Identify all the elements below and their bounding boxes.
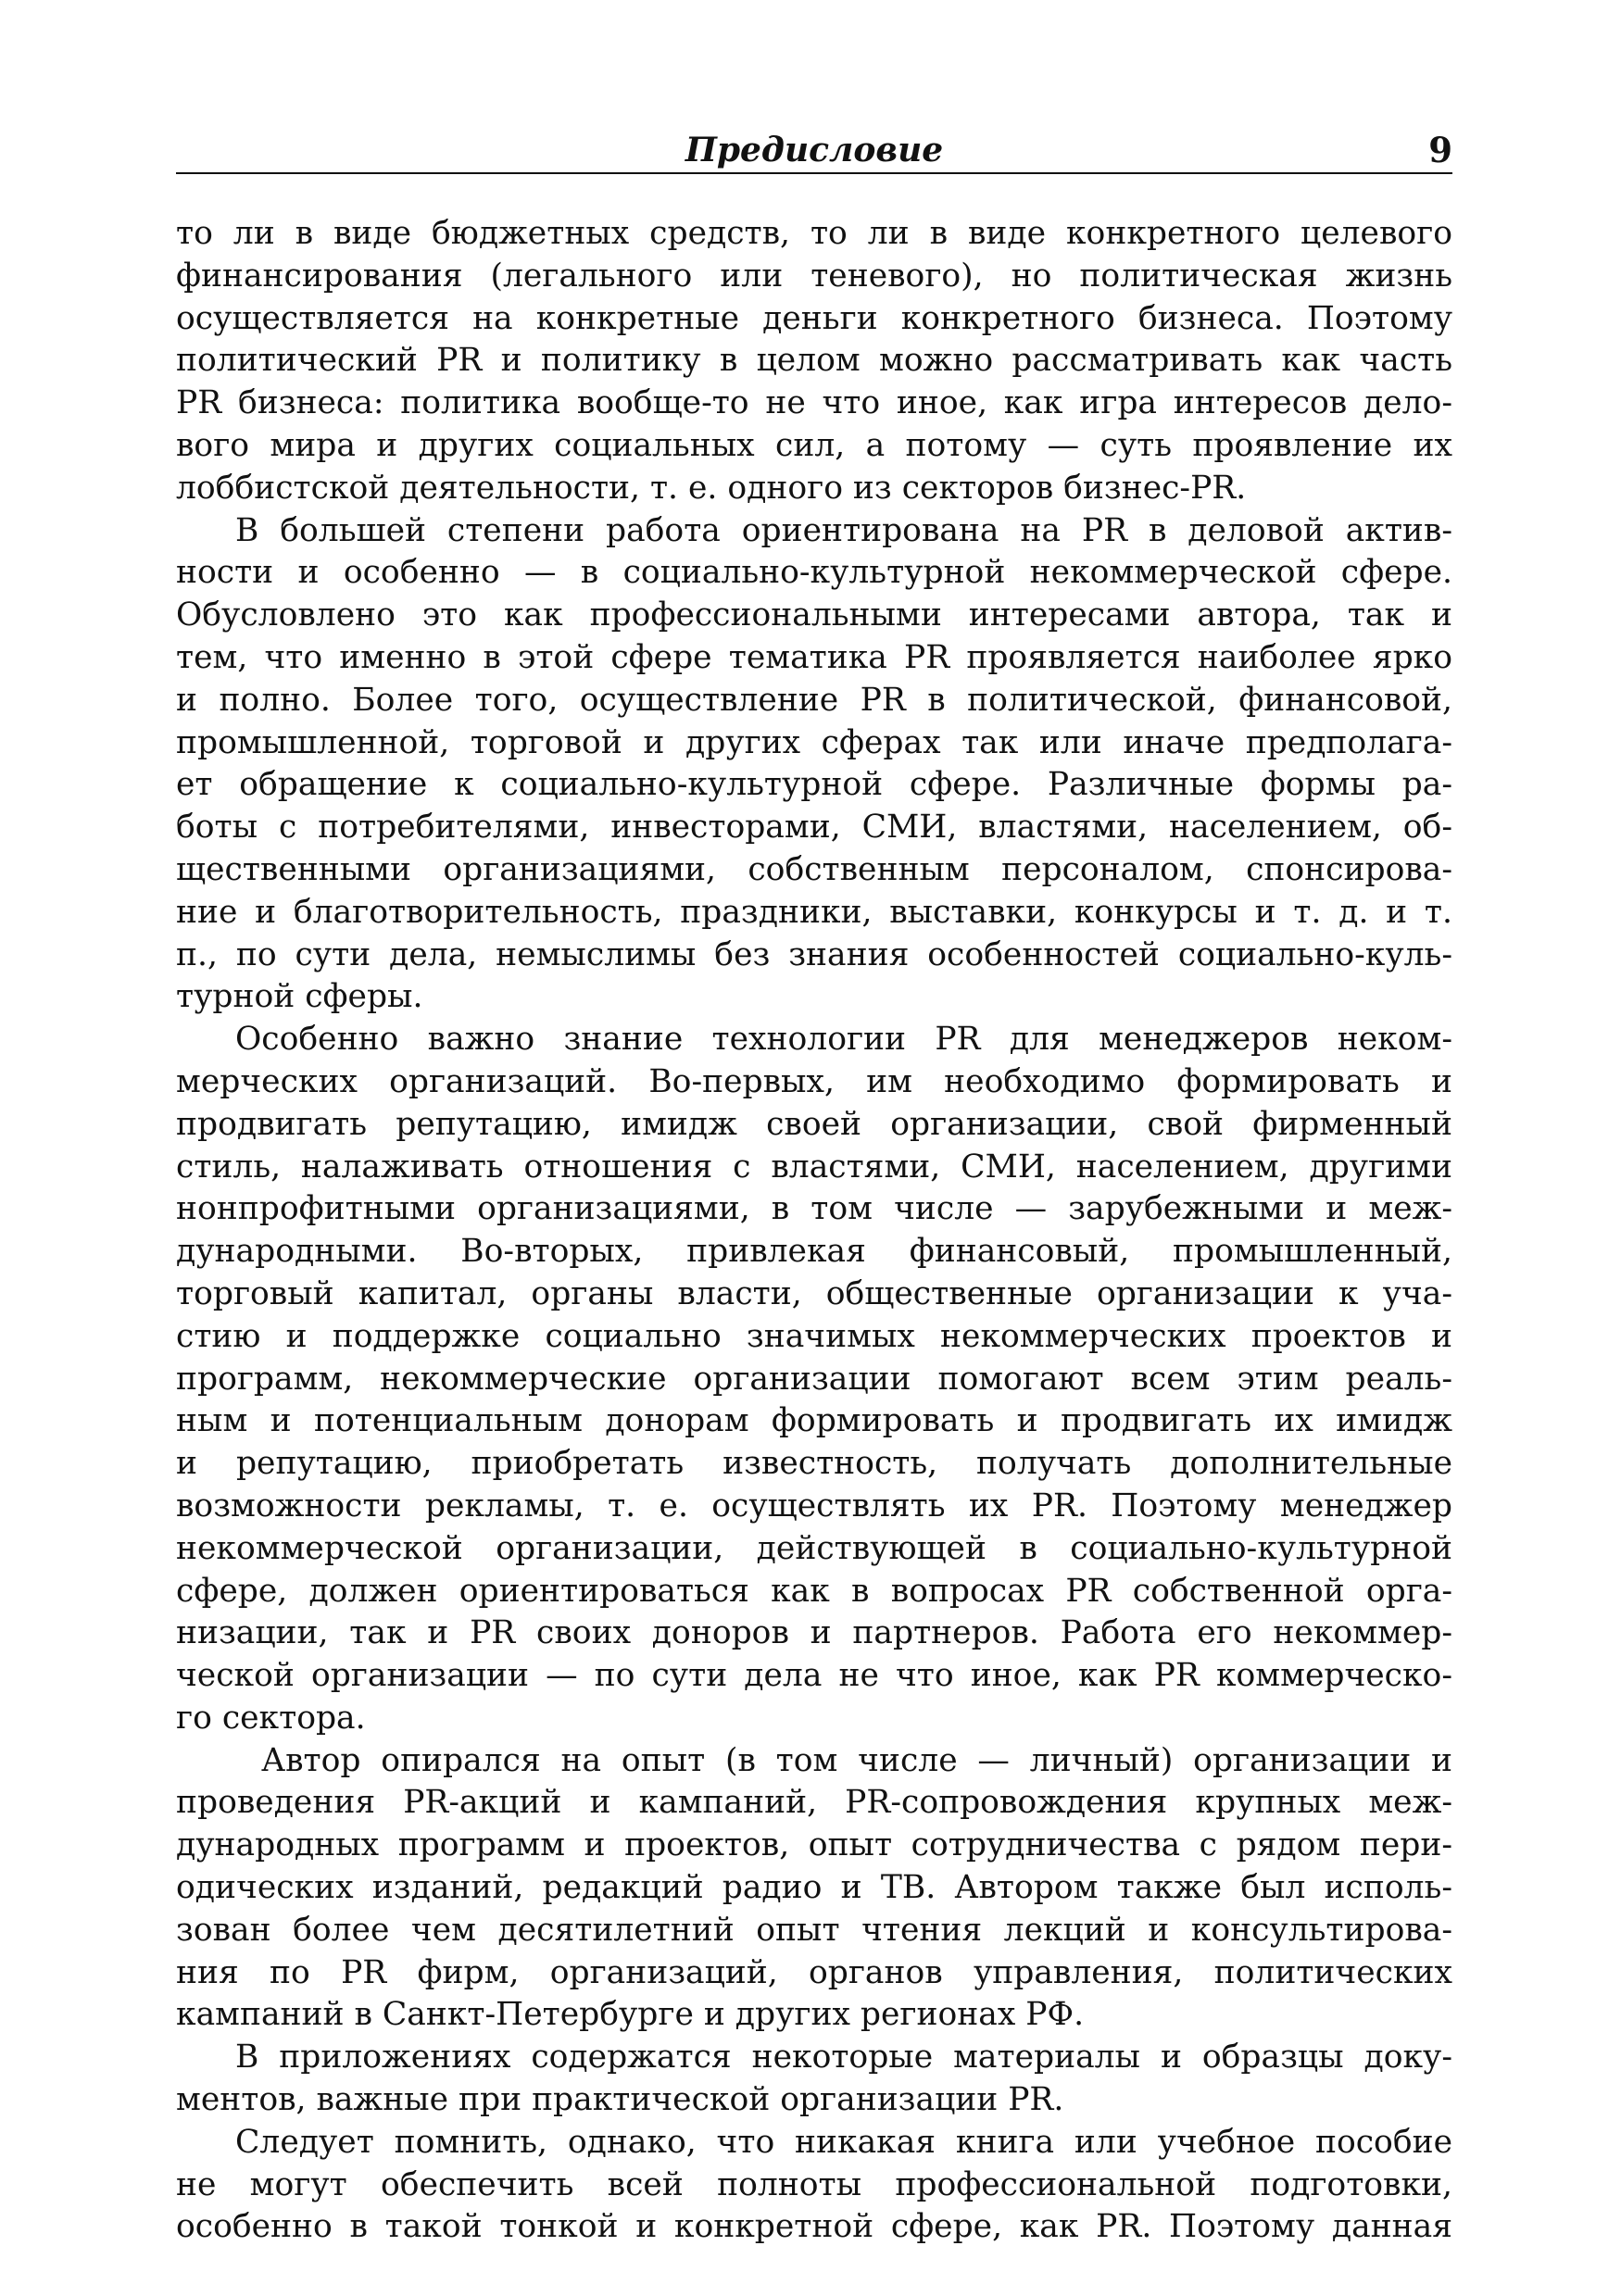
text-line: Особенно важно знание технологии PR для менеджеров неком-: [235, 1021, 1452, 1059]
text-line: дународными. Во-вторых, привлекая финансовый, промышленный,: [176, 1233, 1452, 1271]
text-line: возможности рекламы, т. е. осуществлять их PR. Поэтому менеджер: [176, 1487, 1452, 1524]
header-title: Предисловие: [685, 131, 944, 169]
running-header: [176, 130, 1452, 170]
text-line: ния по PR фирм, организаций, органов управления, политических: [176, 1953, 1452, 1991]
text-line: ческой организации — по сути дела не что иное, как PR коммерческо-: [176, 1657, 1452, 1695]
text-line: ние и благотворительность, праздники, выставки, конкурсы и т. д. и т.: [176, 893, 1452, 931]
text-line: некоммерческой организации, действующей в социально-культурной: [176, 1529, 1452, 1567]
text-line: турной сферы.: [176, 978, 423, 1016]
text-line: низации, так и PR своих доноров и партнеров. Работа его некоммер-: [176, 1614, 1452, 1652]
text-line: Автор опирался на опыт (в том числе — личный) организации и: [261, 1741, 1452, 1779]
text-line: особенно в такой тонкой и конкретной сфере, как PR. Поэтому данная: [176, 2208, 1452, 2246]
text-line: проведения PR-акций и кампаний, PR-сопровождения крупных меж-: [176, 1784, 1452, 1822]
text-line: В приложениях содержатся некоторые материалы и образцы доку-: [235, 2039, 1452, 2076]
text-line: и репутацию, приобретать известность, получать дополнительные: [176, 1445, 1452, 1483]
header-rule: [176, 172, 1452, 174]
text-line: нонпрофитными организациями, в том числе — зарубежными и меж-: [176, 1190, 1452, 1228]
text-line: дународных программ и проектов, опыт сотрудничества с рядом пери-: [176, 1826, 1452, 1864]
text-line: щественными организациями, собственным персоналом, спонсирова-: [176, 850, 1452, 888]
text-line: и полно. Более того, осуществление PR в политической, финансовой,: [176, 681, 1452, 719]
text-line: промышленной, торговой и других сферах так или иначе предполага-: [176, 723, 1452, 761]
text-line: вого мира и других социальных сил, а потому — суть проявление их: [176, 426, 1452, 464]
text-line: финансирования (легального или теневого), но политическая жизнь: [176, 257, 1452, 295]
text-line: п., по сути дела, немыслимы без знания особенностей социально-куль-: [176, 935, 1452, 973]
text-line: ным и потенциальным донорам формировать и продвигать их имидж: [176, 1402, 1452, 1440]
text-line: стию и поддержке социально значимых некоммерческих проектов и: [176, 1317, 1452, 1355]
text-line: зован более чем десятилетний опыт чтения лекций и консультирова-: [176, 1911, 1452, 1949]
text-line: продвигать репутацию, имидж своей организации, свой фирменный: [176, 1105, 1452, 1143]
text-line: ет обращение к социально-культурной сфере. Различные формы ра-: [176, 766, 1452, 804]
text-line: осуществляется на конкретные деньги конкретного бизнеса. Поэтому: [176, 299, 1452, 337]
text-line: торговый капитал, органы власти, общественные организации к уча-: [176, 1274, 1452, 1312]
text-line: мерческих организаций. Во-первых, им необходимо формировать и: [176, 1062, 1452, 1100]
text-line: одических изданий, редакций радио и ТВ. Автором также был исполь-: [176, 1869, 1452, 1907]
page-number: 9: [1428, 130, 1452, 170]
text-line: то ли в виде бюджетных средств, то ли в виде конкретного целевого: [176, 215, 1452, 252]
text-line: боты с потребителями, инвесторами, СМИ, властями, населением, об-: [176, 809, 1452, 847]
text-line: PR бизнеса: политика вообще-то не что иное, как игра интересов дело-: [176, 384, 1452, 422]
text-line: программ, некоммерческие организации помогают всем этим реаль-: [176, 1360, 1452, 1398]
text-line: сфере, должен ориентироваться как в вопросах PR собственной орга-: [176, 1572, 1452, 1610]
text-line: Обусловлено это как профессиональными интересами автора, так и: [176, 596, 1452, 634]
text-line: го сектора.: [176, 1699, 366, 1737]
text-line: ментов, важные при практической организации PR.: [176, 2081, 1064, 2119]
text-line: стиль, налаживать отношения с властями, СМИ, населением, другими: [176, 1148, 1452, 1186]
text-line: В большей степени работа ориентирована на PR в деловой актив-: [235, 511, 1452, 549]
text-line: Следует помнить, однако, что никакая книга или учебное пособие: [235, 2123, 1452, 2161]
text-line: кампаний в Санкт-Петербурге и других регионах РФ.: [176, 1996, 1085, 2034]
text-line: лоббистской деятельности, т. е. одного из секторов бизнес-PR.: [176, 469, 1247, 507]
text-line: ности и особенно — в социально-культурной некоммерческой сфере.: [176, 554, 1452, 592]
text-line: не могут обеспечить всей полноты профессиональной подготовки,: [176, 2165, 1452, 2203]
body-text: [176, 213, 1452, 2249]
text-line: тем, что именно в этой сфере тематика PR проявляется наиболее ярко: [176, 638, 1452, 676]
text-line: политический PR и политику в целом можно рассматривать как часть: [176, 342, 1452, 380]
